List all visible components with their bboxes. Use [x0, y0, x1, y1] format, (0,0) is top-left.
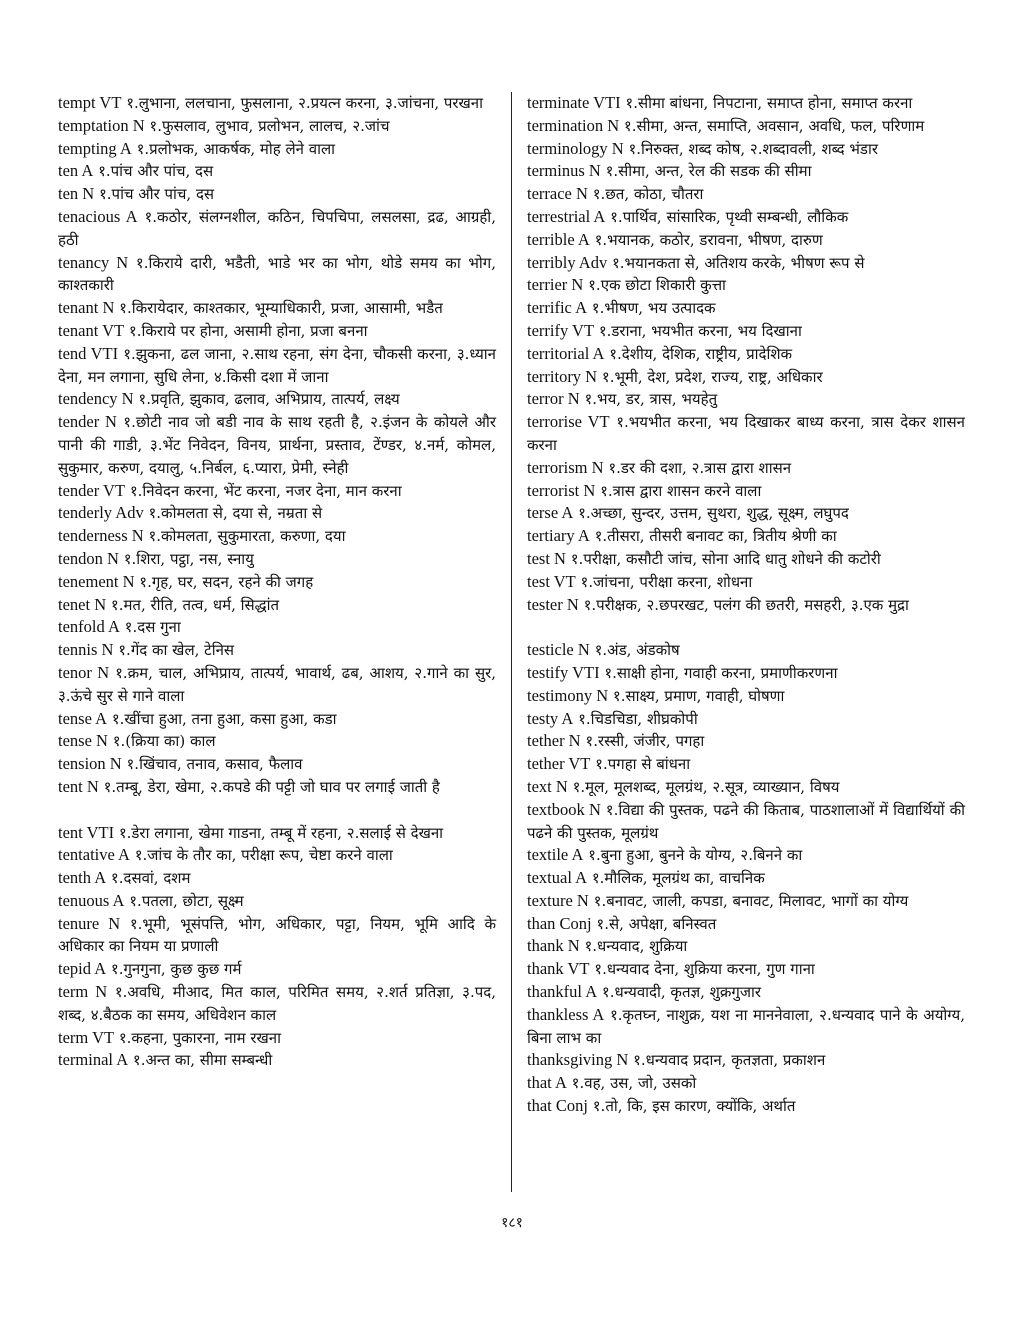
entry-definition: १.किराये पर होना, असामी होना, प्रजा बनना	[128, 321, 368, 340]
entry-definition: १.धन्यवाद, शुक्रिया	[584, 937, 688, 956]
entry-definition: १.सीमा बांधना, निपटाना, समाप्त होना, समाप्त करना	[625, 94, 913, 112]
dictionary-entry	[58, 1049, 496, 1072]
dictionary-entry	[58, 502, 496, 525]
entry-definition: १.रस्सी, जंजीर, पगहा	[585, 732, 705, 751]
entry-headword: tennis N	[58, 640, 114, 660]
dictionary-entry	[527, 411, 965, 457]
entry-definition: १.मत, रीति, तत्व, धर्म, सिद्धांत	[110, 595, 280, 614]
entry-definition: १.कोमलता, सुकुमारता, करुणा, दया	[148, 527, 346, 546]
entry-definition: १.त्रास द्वारा शासन करने वाला	[600, 481, 762, 500]
entry-headword: terrorist N	[527, 480, 596, 500]
dictionary-entry	[58, 662, 496, 708]
entry-definition: १.निवेदन करना, भेंट करना, नजर देना, मान करना	[129, 481, 402, 500]
entry-headword: thankful A	[527, 982, 598, 1002]
dictionary-entry	[58, 411, 496, 479]
dictionary-entry	[527, 343, 965, 366]
entry-headword: text N	[527, 776, 568, 796]
entry-headword: thank VT	[527, 959, 590, 979]
dictionary-entry	[58, 297, 496, 320]
entry-definition: १.शिरा, पट्ठा, नस, स्नायु	[123, 549, 254, 568]
dictionary-entry	[527, 229, 965, 252]
dictionary-entry	[527, 525, 965, 548]
entry-headword: term VT	[58, 1027, 115, 1047]
entry-definition: १.अंड, अंडकोष	[594, 641, 680, 660]
entry-headword: terrorism N	[527, 457, 604, 477]
entry-headword: terrier N	[527, 275, 584, 295]
dictionary-entry	[58, 480, 496, 503]
entry-headword: testimony N	[527, 685, 609, 705]
dictionary-entry	[527, 776, 965, 799]
entry-headword: terminus N	[527, 161, 601, 181]
entry-headword: tension N	[58, 754, 122, 774]
entry-definition: १.भूमी, भूसंपत्ति, भोग, अधिकार, पट्टा, नियम, भूमि आदि के अधिकार का नियम या प्रणाली	[58, 914, 496, 956]
entry-definition: १.पार्थिव, सांसारिक, पृथ्वी सम्बन्धी, लौकिक	[610, 207, 849, 226]
dictionary-entry	[58, 160, 496, 183]
entry-headword: termination N	[527, 115, 620, 135]
entry-headword: term N	[58, 982, 108, 1002]
dictionary-entry	[527, 480, 965, 503]
entry-headword: thankless A	[527, 1004, 605, 1024]
entry-definition: १.भीषण, भय उत्पादक	[591, 299, 716, 318]
entry-definition: १.सीमा, अन्त, रेल की सडक की सीमा	[605, 162, 812, 181]
entry-definition: १.भयभीत करना, भय दिखाकर बाध्य करना, त्रास देकर शासन करना	[527, 413, 965, 454]
dictionary-entry	[527, 958, 965, 981]
dictionary-entry	[527, 913, 965, 936]
entry-headword: ten A	[58, 161, 94, 181]
entry-definition: १.भयानक, कठोर, डरावना, भीषण, दारुण	[594, 230, 823, 249]
entry-definition: १.साक्ष्य, प्रमाण, गवाही, घोषणा	[612, 686, 785, 705]
entry-definition: १.तो, कि, इस कारण, क्योंकि, अर्थात	[592, 1097, 796, 1116]
dictionary-entry	[527, 890, 965, 913]
entry-definition: १.साक्षी होना, गवाही करना, प्रमाणीकरणना	[604, 663, 838, 682]
entry-definition: १.झुकना, ढल जाना, २.साथ रहना, संग देना, चौकसी करना, ३.ध्यान देना, मन लगाना, सुधि लेना, ४.किसी दशा में जाना	[58, 344, 496, 386]
entry-definition: १.मूल, मूलशब्द, मूलग्रंथ, २.सूत्र, व्याख्यान, विषय	[572, 777, 840, 796]
entry-definition: १.अवधि, मीआद, मित काल, परिमित समय, २.शर्त प्रतिज्ञा, ३.पद, शब्द, ४.बैठक का समय, अधिवेशन काल	[58, 983, 496, 1024]
entry-headword: terrify VT	[527, 320, 595, 340]
entry-headword: terrorise VT	[527, 412, 610, 432]
entry-definition: १.जांच के तौर का, परीक्षा रूप, चेष्टा करने वाला	[134, 846, 393, 865]
entry-definition: १.धन्यवाद प्रदान, कृतज्ञता, प्रकाशन	[633, 1051, 826, 1070]
dictionary-entry	[527, 206, 965, 229]
entry-definition: १.अच्छा, सुन्दर, उत्तम, सुथरा, शुद्ध, सूक्ष्म, लघुपद	[578, 504, 849, 523]
dictionary-entry	[527, 1072, 965, 1095]
entry-definition: १.गेंद का खेल, टेनिस	[118, 641, 235, 660]
entry-definition: १.किरायेदार, काश्तकार, भूम्याधिकारी, प्रजा, आसामी, भडैत	[119, 299, 443, 318]
entry-headword: tenement N	[58, 571, 135, 591]
entry-headword: ten N	[58, 184, 95, 204]
entry-headword: test N	[527, 548, 566, 568]
dictionary-entry	[527, 160, 965, 183]
dictionary-entry	[58, 571, 496, 594]
entry-headword: tentative A	[58, 845, 130, 865]
entry-definition: १.कहना, पुकारना, नाम रखना	[118, 1028, 282, 1047]
entry-headword: terrace N	[527, 184, 588, 204]
entry-definition: १.लुभाना, ललचाना, फुसलाना, २.प्रयत्न करना, ३.जांचना, परखना	[126, 94, 483, 112]
entry-headword: tenth A	[58, 868, 107, 888]
entry-headword: tender VT	[58, 480, 126, 500]
entry-headword: tenacious A	[58, 206, 138, 226]
right-column	[527, 92, 965, 1118]
entry-definition: १.सीमा, अन्त, समाप्ति, अवसान, अवधि, फल, परिणाम	[623, 116, 925, 135]
entry-headword: textile A	[527, 845, 584, 865]
entry-headword: temptation N	[58, 115, 145, 135]
dictionary-entry	[527, 457, 965, 480]
entry-definition: १.भूमी, देश, प्रदेश, राज्य, राष्ट्र, अधिकार	[601, 367, 823, 386]
entry-definition: १.बनावट, जाली, कपडा, बनावट, मिलावट, भागों का योग्य	[593, 891, 909, 910]
left-column	[58, 92, 496, 1072]
dictionary-entry	[527, 981, 965, 1004]
entry-headword: tender N	[58, 412, 117, 432]
entry-headword: terrestrial A	[527, 206, 606, 226]
entry-headword: tempt VT	[58, 93, 122, 112]
dictionary-entry	[527, 662, 965, 685]
dictionary-entry	[58, 890, 496, 913]
dictionary-entry	[527, 1049, 965, 1072]
dictionary-entry	[58, 844, 496, 867]
entry-definition: १.धन्यवाद देना, शुक्रिया करना, गुण गाना	[594, 960, 815, 979]
entry-definition: १.परीक्षा, कसौटी जांच, सोना आदि धातु शोधने की कटोरी	[570, 549, 881, 568]
entry-headword: that Conj	[527, 1096, 588, 1116]
dictionary-entry	[527, 183, 965, 206]
entry-definition: १.धन्यवादी, कृतज्ञ, शुक्रगुजार	[601, 983, 761, 1002]
entry-headword: tenant VT	[58, 320, 125, 340]
entry-headword: tend VTI	[58, 343, 119, 363]
dictionary-entry	[58, 252, 496, 298]
entry-definition: १.मौलिक, मूलग्रंथ का, वाचनिक	[591, 869, 765, 888]
dictionary-entry	[58, 708, 496, 731]
dictionary-entry	[527, 548, 965, 571]
entry-definition: १.डर की दशा, २.त्रास द्वारा शासन	[608, 458, 792, 477]
dictionary-entry	[527, 935, 965, 958]
dictionary-entry	[527, 92, 965, 115]
entry-headword: tenderness N	[58, 526, 144, 546]
entry-headword: textbook N	[527, 799, 601, 819]
entry-headword: tenderly Adv	[58, 503, 144, 523]
dictionary-entry	[527, 594, 965, 617]
dictionary-entry	[58, 981, 496, 1027]
column-divider	[511, 92, 512, 1192]
entry-headword: tense N	[58, 731, 108, 751]
dictionary-entry	[58, 867, 496, 890]
dictionary-entry	[58, 776, 496, 799]
entry-headword: terminology N	[527, 138, 624, 158]
entry-definition: १.तीसरा, तीसरी बनावट का, त्रितीय श्रेणी का	[594, 527, 837, 546]
entry-headword: tenet N	[58, 594, 107, 614]
dictionary-entry	[58, 958, 496, 981]
entry-headword: tempting A	[58, 138, 132, 158]
entry-headword: terse A	[527, 503, 574, 523]
entry-headword: tertiary A	[527, 526, 590, 546]
entry-definition: १.खिंचाव, तनाव, कसाव, फैलाव	[126, 755, 303, 774]
dictionary-entry	[58, 525, 496, 548]
entry-definition: १.अन्त का, सीमा सम्बन्धी	[132, 1051, 273, 1070]
dictionary-entry	[527, 1004, 965, 1050]
dictionary-entry	[527, 730, 965, 753]
entry-definition: १.पांच और पांच, दस	[98, 162, 214, 181]
entry-definition: १.खींचा हुआ, तना हुआ, कसा हुआ, कडा	[111, 709, 337, 728]
dictionary-entry	[58, 548, 496, 571]
entry-headword: tendency N	[58, 389, 134, 409]
entry-headword: tenfold A	[58, 617, 120, 637]
entry-headword: tenor N	[58, 662, 110, 682]
entry-headword: tester N	[527, 594, 579, 614]
entry-headword: terminate VTI	[527, 93, 621, 112]
entry-headword: tenure N	[58, 913, 121, 933]
dictionary-entry	[58, 616, 496, 639]
entry-headword: terror N	[527, 389, 580, 409]
dictionary-entry	[527, 115, 965, 138]
entry-definition: १.प्रलोभक, आकर्षक, मोह लेने वाला	[136, 139, 336, 158]
entry-definition: १.से, अपेक्षा, बनिस्वत	[596, 914, 717, 933]
entry-definition: १.भय, डर, त्रास, भयहेतु	[584, 390, 718, 409]
entry-definition: १.छत, कोठा, चौतरा	[592, 185, 704, 204]
entry-headword: testicle N	[527, 640, 590, 660]
entry-headword: terrific A	[527, 298, 588, 318]
entry-headword: terminal A	[58, 1050, 129, 1070]
dictionary-entry	[527, 708, 965, 731]
entry-definition: १.कृतघ्न, नाशुक्र, यश ना माननेवाला, २.धन्यवाद पाने के अयोग्य, बिना लाभ का	[527, 1005, 965, 1047]
entry-headword: tepid A	[58, 959, 107, 979]
dictionary-entry	[58, 913, 496, 959]
entry-definition: १.किराये दारी, भडैती, भाडे भर का भोग, थोडे समय का भोग, काश्तकारी	[58, 253, 496, 295]
dictionary-entry	[58, 388, 496, 411]
entry-definition: १.तम्बू, डेरा, खेमा, २.कपडे की पट्टी जो घाव पर लगाई जाती है	[103, 777, 440, 796]
entry-headword: tense A	[58, 708, 108, 728]
entry-definition: १.बुना हुआ, बुनने के योग्य, २.बिनने का	[588, 846, 803, 865]
entry-headword: testy A	[527, 708, 574, 728]
dictionary-entry	[58, 753, 496, 776]
entry-definition: १.डेरा लगाना, खेमा गाडना, तम्बू में रहना, २.सलाई से देखना	[118, 823, 444, 842]
entry-definition: १.देशीय, देशिक, राष्ट्रीय, प्रादेशिक	[609, 344, 793, 363]
entry-headword: territorial A	[527, 343, 605, 363]
entry-definition: १.चिडचिडा, शीघ्रकोपी	[578, 709, 698, 728]
entry-headword: tendon N	[58, 548, 119, 568]
dictionary-entry	[527, 252, 965, 275]
dictionary-entry	[58, 138, 496, 161]
dictionary-entry	[58, 639, 496, 662]
dictionary-entry	[58, 320, 496, 343]
dictionary-entry	[527, 753, 965, 776]
dictionary-entry	[527, 138, 965, 161]
entry-definition: १.विद्या की पुस्तक, पढने की किताब, पाठशालाओं में विद्यार्थियों की पढने की पुस्तक, मूलग्रंथ	[527, 800, 965, 842]
entry-definition: १.जांचना, परीक्षा करना, शोधना	[580, 572, 753, 591]
entry-definition: १.डराना, भयभीत करना, भय दिखाना	[598, 321, 802, 340]
entry-definition: १.छोटी नाव जो बडी नाव के साथ रहती है, २.इंजन के कोयले और पानी की गाडी, ३.भेंट निवेदन, विनय, प्रार्थना, प्रस्ताव, टेंण्डर, ४.नर्म, कोमल, सुकुमार, करुण, दयालु, ५.निर्बल, ६.प्यारा, प्रेमी, स्नेही	[58, 413, 496, 477]
entry-headword: territory N	[527, 366, 598, 386]
entry-definition: १.भयानकता से, अतिशय करके, भीषण रूप से	[611, 253, 865, 272]
entry-definition: १.कठोर, संलग्नशील, कठिन, चिपचिपा, लसलसा, द्रढ, आग्रही, हठी	[58, 207, 496, 249]
entry-definition: १.पगहा से बांधना	[595, 755, 691, 774]
dictionary-entry	[58, 183, 496, 206]
entry-definition: १.एक छोटा शिकारी कुत्ता	[588, 276, 726, 295]
entry-definition: १.परीक्षक, २.छपरखट, पलंग की छतरी, मसहरी, ३.एक मुद्रा	[583, 595, 909, 614]
entry-headword: tenuous A	[58, 890, 125, 910]
dictionary-entry	[58, 594, 496, 617]
entry-definition: १.क्रम, चाल, अभिप्राय, तात्पर्य, भावार्थ, ढब, आशय, २.गाने का सुर, ३.ऊंचे सुर से गाने वाला	[58, 663, 496, 705]
entry-headword: thank N	[527, 936, 580, 956]
entry-headword: tenant N	[58, 298, 115, 318]
dictionary-entry	[527, 844, 965, 867]
entry-definition: १.पांच और पांच, दस	[98, 185, 215, 204]
entry-headword: that A	[527, 1073, 567, 1093]
dictionary-entry	[527, 685, 965, 708]
entry-definition: १.(क्रिया का) काल	[112, 732, 216, 751]
dictionary-entry	[527, 799, 965, 845]
entry-headword: tether VT	[527, 754, 591, 774]
dictionary-entry	[527, 297, 965, 320]
dictionary-entry	[58, 1027, 496, 1050]
entry-definition: १.निरुक्त, शब्द कोष, २.शब्दावली, शब्द भंडार	[628, 139, 878, 158]
dictionary-entry	[58, 92, 496, 115]
entry-definition: १.पतला, छोटा, सूक्ष्म	[129, 891, 244, 910]
entry-headword: terrible A	[527, 229, 590, 249]
entry-headword: tent VTI	[58, 822, 115, 842]
dictionary-entry	[58, 343, 496, 389]
entry-headword: than Conj	[527, 913, 592, 933]
entry-definition: १.दस गुना	[124, 618, 181, 637]
dictionary-entry	[58, 115, 496, 138]
dictionary-entry	[527, 366, 965, 389]
entry-definition: १.कोमलता से, दया से, नम्रता से	[148, 504, 323, 523]
page-number: १८१	[501, 1215, 523, 1231]
entry-headword: tent N	[58, 776, 99, 796]
dictionary-entry	[527, 639, 965, 662]
entry-headword: testify VTI	[527, 662, 600, 682]
entry-headword: textual A	[527, 868, 588, 888]
dictionary-entry	[58, 730, 496, 753]
dictionary-entry	[58, 822, 496, 845]
entry-definition: १.दसवां, दशम	[110, 869, 191, 888]
dictionary-entry	[58, 206, 496, 252]
entry-headword: test VT	[527, 571, 576, 591]
entry-definition: १.वह, उस, जो, उसको	[571, 1074, 697, 1093]
dictionary-entry	[527, 274, 965, 297]
entry-headword: texture N	[527, 890, 589, 910]
entry-definition: १.गृह, घर, सदन, रहने की जगह	[139, 572, 314, 591]
dictionary-entry	[527, 388, 965, 411]
entry-definition: १.गुनगुना, कुछ कुछ गर्म	[110, 960, 242, 979]
dictionary-entry	[527, 571, 965, 594]
dictionary-entry	[527, 1095, 965, 1118]
entry-headword: thanksgiving N	[527, 1050, 629, 1070]
dictionary-entry	[527, 320, 965, 343]
entry-headword: terribly Adv	[527, 252, 608, 272]
entry-definition: १.फुसलाव, लुभाव, प्रलोभन, लालच, २.जांच	[149, 116, 390, 135]
dictionary-entry	[527, 867, 965, 890]
entry-definition: १.प्रवृति, झुकाव, ढलाव, अभिप्राय, तात्पर्य, लक्ष्य	[138, 390, 400, 409]
entry-headword: tenancy N	[58, 252, 129, 272]
dictionary-entry	[527, 502, 965, 525]
entry-headword: tether N	[527, 731, 581, 751]
